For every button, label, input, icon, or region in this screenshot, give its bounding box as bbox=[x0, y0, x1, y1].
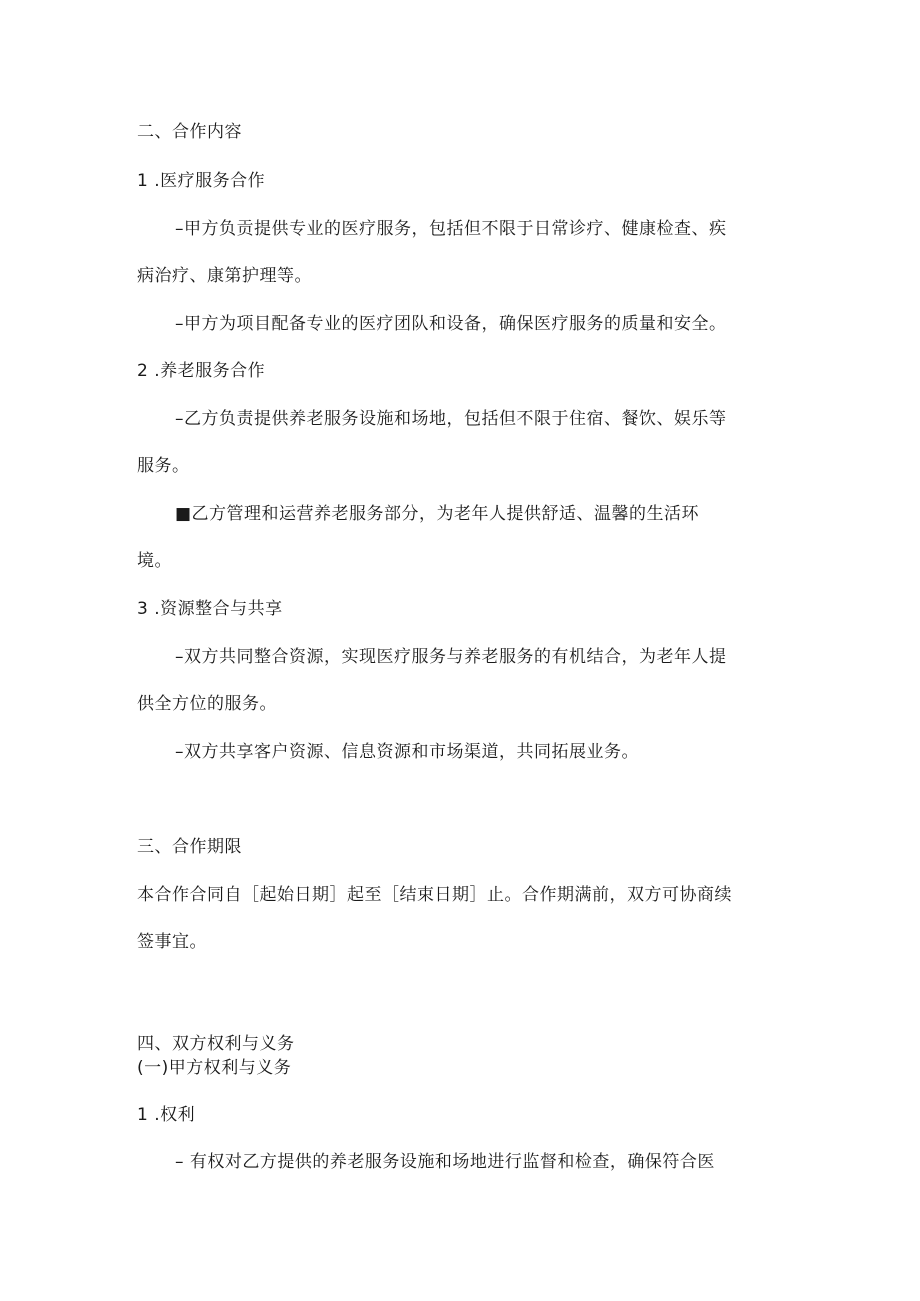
paragraph-line: –甲方为项目配备专业的医疗团队和设备，确保医疗服务的质量和安全。 bbox=[175, 314, 727, 334]
item-heading: 1 .医疗服务合作 bbox=[137, 171, 266, 191]
paragraph-line: –甲方负贡提供专业的医疗服务，包括但不限于日常诊疗、健康检查、疾 bbox=[175, 219, 727, 239]
paragraph-line: 病治疗、康第护理等。 bbox=[137, 266, 312, 286]
section-title: 三、合作期限 bbox=[137, 837, 242, 857]
paragraph-line: 本合作合同自［起始日期］起至［结束日期］止。合作期满前，双方可协商续 bbox=[137, 885, 732, 905]
paragraph-line: 服务。 bbox=[137, 456, 190, 476]
paragraph-line: 境。 bbox=[137, 551, 172, 571]
paragraph-line: 供全方位的服务。 bbox=[137, 694, 277, 714]
item-heading: 3 .资源整合与共享 bbox=[137, 599, 283, 619]
subsection-title: (一)甲方权利与义务 bbox=[137, 1058, 292, 1078]
paragraph-line: ■乙方管理和运营养老服务部分，为老年人提供舒适、温馨的生活环 bbox=[175, 504, 700, 524]
paragraph-line: 签事宜。 bbox=[137, 932, 207, 952]
section-title: 二、合作内容 bbox=[137, 122, 242, 142]
paragraph-line: – 有权对乙方提供的养老服务设施和场地进行监督和检查，确保符合医 bbox=[175, 1152, 715, 1172]
section-title: 四、双方权利与义务 bbox=[137, 1034, 295, 1054]
paragraph-line: –乙方负责提供养老服务设施和场地，包括但不限于住宿、餐饮、娱乐等 bbox=[175, 409, 727, 429]
item-heading: 2 .养老服务合作 bbox=[137, 361, 266, 381]
paragraph-line: –双方共享客户资源、信息资源和市场渠道，共同拓展业务。 bbox=[175, 742, 639, 762]
item-heading: 1 .权利 bbox=[137, 1105, 196, 1125]
paragraph-line: –双方共同整合资源，实现医疗服务与养老服务的有机结合，为老年人提 bbox=[175, 647, 727, 667]
